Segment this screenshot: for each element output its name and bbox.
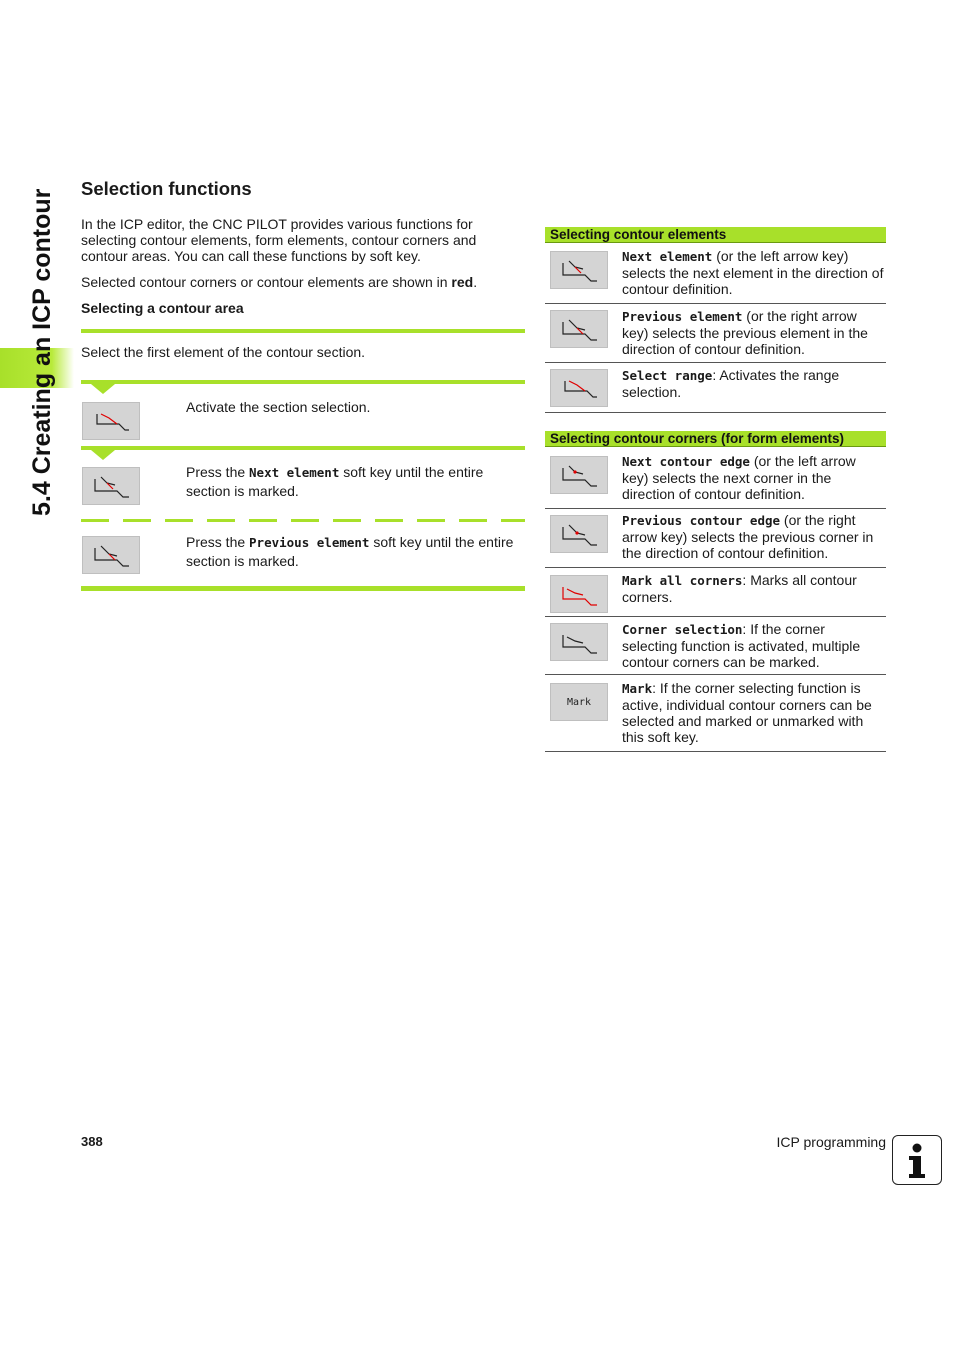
mark-all-corners-softkey[interactable]	[550, 575, 608, 613]
step-activate-section: Activate the section selection.	[186, 399, 371, 415]
row-separator	[545, 567, 886, 568]
table-row: Next element (or the left arrow key) selects the next element in the direction of contour definition.	[622, 248, 884, 297]
next-element-icon	[91, 473, 131, 499]
divider	[81, 586, 525, 591]
row-separator	[545, 508, 886, 509]
row-separator	[545, 616, 886, 617]
next-element-softkey[interactable]	[82, 467, 140, 505]
next-element-softkey[interactable]	[550, 251, 608, 289]
next-contour-edge-softkey[interactable]	[550, 456, 608, 494]
table-row: Next contour edge (or the left arrow key) selects the next corner in the direction of contour definition.	[622, 453, 856, 502]
corner-selection-icon	[559, 629, 599, 655]
previous-contour-edge-softkey[interactable]	[550, 515, 608, 553]
footer-title: ICP programming	[776, 1134, 886, 1150]
select-range-icon	[91, 408, 131, 434]
table-row: Mark: If the corner selecting function is active, individual contour corners can be selected and marked or unmarked with this soft key.	[622, 680, 872, 745]
step-arrow-icon	[91, 384, 115, 394]
next-contour-edge-icon	[559, 462, 599, 488]
previous-element-icon	[559, 316, 599, 342]
divider	[81, 329, 525, 333]
row-separator	[545, 362, 886, 363]
previous-element-icon	[91, 542, 131, 568]
step-press-previous-element: Press the Previous element soft key until the entire section is marked.	[186, 534, 514, 569]
mark-softkey-label: Mark	[566, 696, 592, 708]
red-note-paragraph: Selected contour corners or contour elements are shown in red.	[81, 274, 478, 290]
select-range-icon	[559, 375, 599, 401]
mark-all-corners-icon	[559, 581, 599, 607]
row-separator	[545, 412, 886, 413]
table-contour-corners-header: Selecting contour corners (for form elements)	[545, 431, 886, 447]
chapter-heading: 5.4 Creating an ICP contour	[28, 188, 56, 516]
subheading-contour-area: Selecting a contour area	[81, 300, 244, 316]
table-row: Previous element (or the right arrow key) selects the previous element in the direction of contour definition.	[622, 308, 868, 357]
page-number: 388	[81, 1134, 103, 1149]
row-separator	[545, 674, 886, 675]
dashed-divider	[81, 519, 525, 522]
intro-paragraph: In the ICP editor, the CNC PILOT provides various functions for selecting contour elements, form elements, contour corners and contour areas. You can call these functions by soft key.	[81, 216, 477, 264]
next-element-icon	[559, 257, 599, 283]
table-row: Select range: Activates the range selection.	[622, 367, 840, 400]
info-icon	[892, 1135, 942, 1185]
table-contour-elements-header: Selecting contour elements	[545, 227, 886, 243]
select-range-softkey[interactable]	[550, 369, 608, 407]
table-row: Corner selection: If the corner selecting function is activated, multiple contour corners can be marked.	[622, 621, 861, 670]
corner-selection-softkey[interactable]	[550, 623, 608, 661]
table-row: Mark all corners: Marks all contour corners.	[622, 572, 857, 605]
table-row: Previous contour edge (or the right arrow key) selects the previous corner in the direction of contour definition.	[622, 512, 874, 561]
previous-element-softkey[interactable]	[82, 536, 140, 574]
step-select-first-element: Select the first element of the contour section.	[81, 344, 366, 360]
previous-element-softkey[interactable]	[550, 310, 608, 348]
step-press-next-element: Press the Next element soft key until the entire section is marked.	[186, 464, 484, 499]
divider	[81, 446, 525, 450]
select-range-softkey[interactable]	[82, 402, 140, 440]
row-separator	[545, 751, 886, 752]
previous-contour-edge-icon	[559, 521, 599, 547]
mark-softkey[interactable]	[550, 683, 608, 721]
divider	[81, 380, 525, 384]
section-title: Selection functions	[81, 178, 252, 199]
step-arrow-icon	[91, 450, 115, 460]
row-separator	[545, 303, 886, 304]
